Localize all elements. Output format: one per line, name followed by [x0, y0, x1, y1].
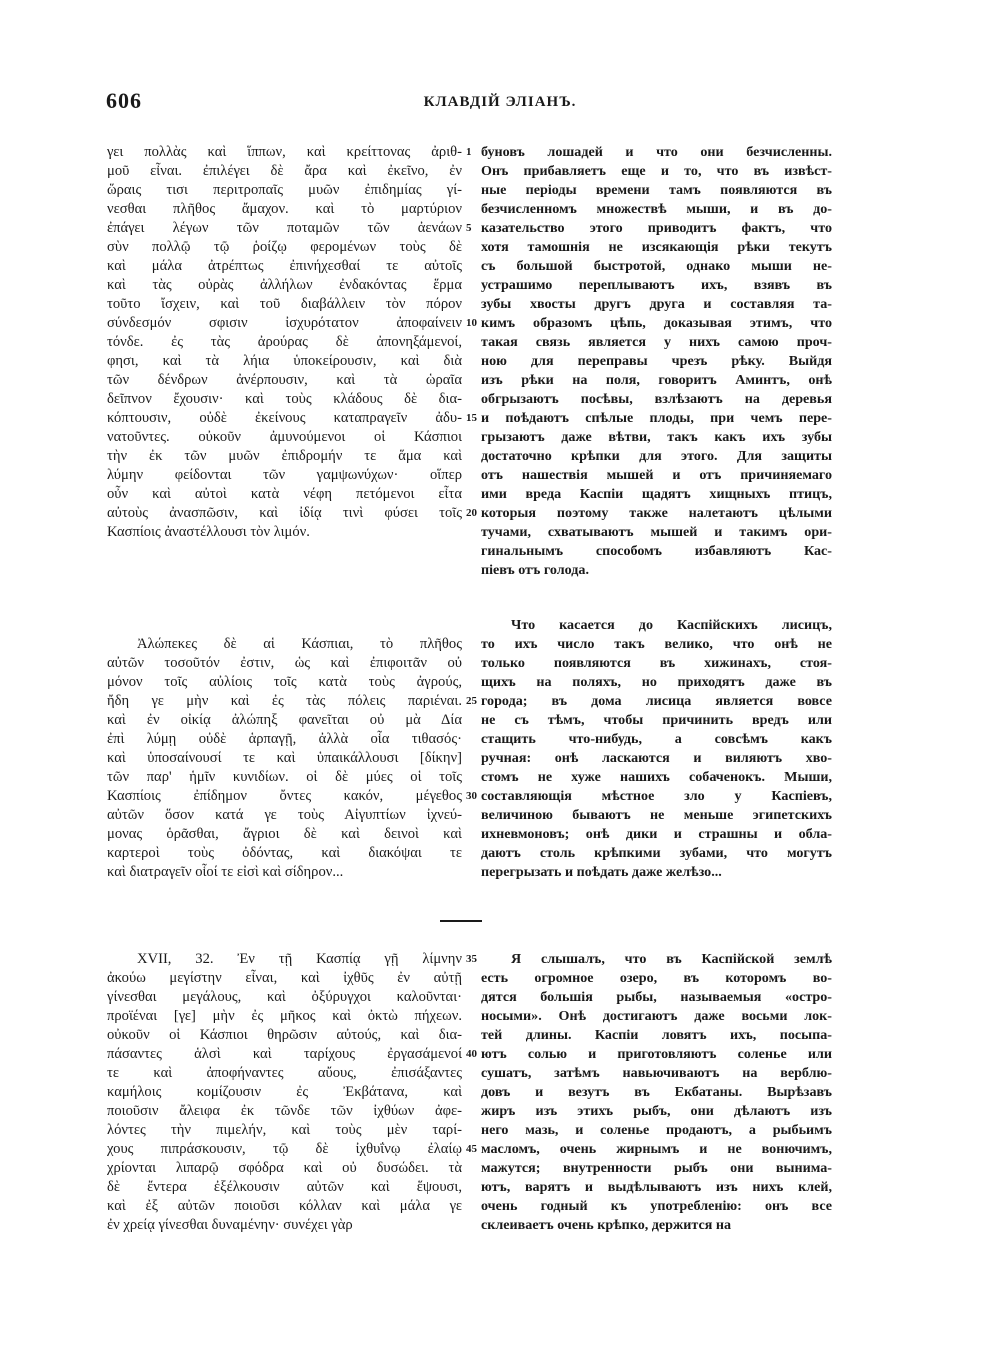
text-line: ἐπὶ λύμῃ οὐδὲ ἁρπαγῇ, ἀλλὰ οἷα τιθασός·: [107, 731, 462, 747]
text-line: обгрызаютъ посѣвы, взлѣзаютъ на деревья: [481, 391, 832, 407]
text-line: изъ рѣки на поля, говоритъ Аминтъ, онѣ: [481, 372, 832, 388]
text-line: достаточно крѣпки для этого. Для защиты: [481, 448, 832, 464]
text-line: γει πολλὰς καὶ ἵππων, καὶ κρείττονας ἀριθ-: [107, 144, 462, 160]
text-line: χρίονται λιπαρῷ σφόδρα καὶ οὐ δυσώδει. τὰ: [107, 1160, 462, 1176]
text-line: καὶ τὰς οὐρὰς ἀλλήλων ἐνδακόντας ἕρμα: [107, 277, 462, 293]
text-line: τε καὶ ἀποφήναντες αὔους, ἐπισάξαντες: [107, 1065, 462, 1081]
text-line: буновъ лошадей и что они безчисленны.: [481, 144, 832, 160]
text-line: грызаютъ даже вѣтви, такъ какъ ихъ зубы: [481, 429, 832, 445]
text-line: зубы хвосты другъ друга и составляя та-: [481, 296, 832, 312]
text-line: города; въ дома лисица является вовсе: [481, 693, 832, 709]
text-line: αὐτῶν τοσοῦτόν ἐστιν, ὡς καὶ ἐπιφοιτᾶν οὐ: [107, 655, 462, 671]
text-line: δεῖπνον ἔχουσιν· καὶ τοὺς κλάδους δὲ δια-: [107, 391, 462, 407]
text-line: ютъ, варятъ и выдѣлываютъ изъ нихъ клей,: [481, 1179, 832, 1195]
line-number: 10: [466, 317, 477, 329]
text-line: Что касается до Каспійскихъ лисицъ,: [511, 617, 832, 633]
text-line: съ большой быстротой, однако мыши не-: [481, 258, 832, 274]
line-number: 30: [466, 790, 477, 802]
text-line: піевъ отъ голода.: [481, 562, 589, 578]
text-line: отъ нашествія мышей и отъ причиняемаго: [481, 467, 832, 483]
text-line: ὥραις τισι περιτροπαῖς μυῶν ἐπιδημίας γί-: [107, 182, 462, 198]
text-line: величиною бываютъ не меньше эгипетскихъ: [481, 807, 832, 823]
running-title: КЛАВДІЙ ЭЛІАНЪ.: [423, 94, 577, 110]
text-line: καὶ διατραγεῖν οἷοί τε εἰσὶ καὶ σίδηρον...: [107, 864, 344, 880]
text-line: δὲ ἔντερα ἐξέλκουσιν αὐτῶν καὶ ἕψουσι,: [107, 1179, 462, 1195]
text-line: Κασπίοις ἀναστέλλουσι τὸν λιμόν.: [107, 524, 310, 540]
page-number: 606: [106, 88, 142, 113]
line-number: 15: [466, 412, 477, 424]
text-line: стащить что-нибудь, а совсѣмъ какъ: [481, 731, 832, 747]
text-line: τοῦτο ἴσχειν, καὶ τοῦ διαβάλλειν τὸν πόρον: [107, 296, 462, 312]
text-line: такая связь является у нихъ самою проч-: [481, 334, 832, 350]
russian-column-section-3: [481, 950, 832, 1235]
text-line: μονας ὁρᾶσθαι, ἄγριοι δὲ καὶ δεινοὶ καὶ: [107, 826, 462, 842]
line-number: 35: [466, 953, 477, 965]
text-line: масломъ, очень жирнымъ и не вонючимъ,: [481, 1141, 832, 1157]
text-line: τῶν παρ' ἡμῖν κυνιδίων. οἱ δὲ μύες οἱ τοῖς: [107, 769, 462, 785]
text-line: ἀκούω μεγίστην εἶναι, καὶ ἰχθῦς ἐν αὐτῇ: [107, 970, 462, 986]
text-line: ἐπάγει λέγων τῶν ποταμῶν τῶν ἀενάων: [107, 220, 462, 236]
text-line: ручная: онѣ ласкаются и виляютъ хво-: [481, 750, 832, 766]
text-line: только появляются въ хижинахъ, стоя-: [481, 655, 832, 671]
text-line: хотя тамошнія не изсякающія рѣки текутъ: [481, 239, 832, 255]
text-line: σὺν πολλῷ τῷ ῥοίζῳ φερομένων τοὺς δὲ: [107, 239, 462, 255]
text-line: ποιοῦσιν ἄλειφα ἐκ τῶνδε τῶν ἰχθύων ἀφε-: [107, 1103, 462, 1119]
text-line: μοῦ εἶναι. ἐπιλέγει δὲ ἄρα καὶ ἐκεῖνο, ἐν: [107, 163, 462, 179]
text-line: составляющія мѣстное зло у Каспіевъ,: [481, 788, 832, 804]
text-line: καὶ ἐξ αὐτῶν ποιοῦσι κόλλαν καὶ μάλα γε: [107, 1198, 462, 1214]
text-line: τῶν δένδρων ἀνέρπουσιν, καὶ τὰ ὡραῖα: [107, 372, 462, 388]
text-line: не съ тѣмъ, чтобы причинить вредъ или: [481, 712, 832, 728]
russian-column-section-1: [481, 143, 832, 580]
text-line: тей длины. Каспіи ловятъ ихъ, посыпа-: [481, 1027, 832, 1043]
text-line: ἤδη γε μὴν καὶ ἐς τὰς πόλεις παριέναι.: [107, 693, 462, 709]
text-line: γίνεσθαι μεγάλους, καὶ ὀξύρυγχοι καλοῦνται·: [107, 989, 462, 1005]
line-number: 5: [466, 222, 472, 234]
text-line: безчисленномъ множествѣ мыши, и въ до-: [481, 201, 832, 217]
text-line: дятся большія рыбы, называемыя «остро-: [481, 989, 832, 1005]
text-line: οὖν καὶ αὐτοὶ κατὰ νέφη πετόμενοι εἶτα: [107, 486, 462, 502]
text-line: λύμην φείδονται τῶν γαμψωνύχων· οἵπερ: [107, 467, 462, 483]
text-line: то ихъ число такъ велико, что онѣ не: [481, 636, 832, 652]
text-line: даютъ столь крѣпкими зубами, что могутъ: [481, 845, 832, 861]
line-number: 1: [466, 146, 472, 158]
text-line: νεσθαι πλῆθος ἄμαχον. καὶ τὸ μαρτύριον: [107, 201, 462, 217]
text-line: перегрызать и поѣдать даже желѣзо...: [481, 864, 722, 880]
text-line: сушатъ, затѣмъ навьючиваютъ на верблю-: [481, 1065, 832, 1081]
text-line: ною для переправы чрезъ рѣку. Выйдя: [481, 353, 832, 369]
text-line: ими вреда Каспіи щадятъ хищныхъ птицъ,: [481, 486, 832, 502]
text-line: которыя поэтому также налетаютъ цѣлыми: [481, 505, 832, 521]
text-line: καὶ ὑποσαίνουσί τε καὶ ὑπαικάλλουσι [δίκην]: [107, 750, 462, 766]
text-line: κόπτουσιν, οὐδὲ ἐκείνους καταπραγεῖν ἀδυ-: [107, 410, 462, 426]
text-line: стомъ не хуже нашихъ собаченокъ. Мыши,: [481, 769, 832, 785]
text-line: τόνδε. ἐς τὰς ἀρούρας δὲ ἀπονηξάμενοί,: [107, 334, 462, 350]
text-line: μόνον τοῖς αὐλίοις τοῖς κατὰ τοὺς ἀγρούς,: [107, 674, 462, 690]
text-line: νατοῦντες. οὐκοῦν ἀμυνούμενοι οἱ Κάσπιοι: [107, 429, 462, 445]
text-line: προϊέναι [γε] μὴν ἐς μῆκος καὶ ὀκτὼ πήχεων.: [107, 1008, 462, 1024]
text-line: ютъ солью и приготовляютъ соленье или: [481, 1046, 832, 1062]
section-divider: [440, 920, 482, 922]
text-line: χους πιπράσκουσιν, τῷ δὲ ἰχθυΐνῳ ἐλαίῳ: [107, 1141, 462, 1157]
text-line: мажутся; внутренности рыбъ они вынима-: [481, 1160, 832, 1176]
text-line: σύνδεσμόν σφισιν ἰσχυρότατον ἀποφαίνειν: [107, 315, 462, 331]
text-line: ные періоды времени тамъ появляются въ: [481, 182, 832, 198]
text-line: αὐτοὺς ἀνασπῶσιν, καὶ ἰδίᾳ τινὶ φύσει τοῖς: [107, 505, 462, 521]
text-line: πάσαντες ἁλσὶ καὶ ταρίχους ἐργασάμενοί: [107, 1046, 462, 1062]
greek-column-section-3: [107, 950, 462, 1235]
text-line: τὴν ἐκ τῶν μυῶν ἐπιδρομήν τε ἅμα καὶ: [107, 448, 462, 464]
text-line: очень годный къ употребленію: онъ все: [481, 1198, 832, 1214]
text-line: жиръ изъ этихъ рыбъ, они дѣлаютъ изъ: [481, 1103, 832, 1119]
text-line: и поѣдаютъ спѣлые плоды, при чемъ пере-: [481, 410, 832, 426]
text-line: него мазь, и соленье продаютъ, а рыбьимъ: [481, 1122, 832, 1138]
text-line: καὶ μάλα ἀτρέπτως ἐπινήχεσθαί τε αὐτοῖς: [107, 258, 462, 274]
text-line: устрашимо переплываютъ ихъ, взявъ въ: [481, 277, 832, 293]
text-line: Я слышалъ, что въ Каспійской землѣ: [511, 951, 832, 967]
text-line: тучами, схватываютъ мышей и такимъ ори-: [481, 524, 832, 540]
text-line: καὶ ἐν οἰκίᾳ ἀλώπηξ φανεῖται οὐ μὰ Δία: [107, 712, 462, 728]
text-line: щихъ на поляхъ, но приходятъ даже въ: [481, 674, 832, 690]
text-line: казательство этого приводитъ фактъ, что: [481, 220, 832, 236]
line-number: 40: [466, 1048, 477, 1060]
text-line: φησι, καὶ τὰ λήια ὑποκείρουσιν, καὶ διὰ: [107, 353, 462, 369]
text-line: καρτεροὶ τοὺς ὀδόντας, καὶ διακόψαι τε: [107, 845, 462, 861]
greek-column-section-2: [107, 635, 462, 882]
text-line: Κασπίοις ἐπίδημον ὄντες κακόν, μέγεθος: [107, 788, 462, 804]
text-line: ἐν χρείᾳ γίνεσθαι δυναμένην· συνέχει γὰρ: [107, 1217, 353, 1233]
text-line: кимъ образомъ цѣпь, доказывая этимъ, что: [481, 315, 832, 331]
text-line: αὐτῶν ὅσον κατά γε τοὺς Αἰγυπτίων ἰχνεύ-: [107, 807, 462, 823]
text-line: Онъ прибавляетъ еще и то, что въ извѣст-: [481, 163, 832, 179]
text-line: носыми». Онѣ достигаютъ даже восьми лок-: [481, 1008, 832, 1024]
text-line: οὐκοῦν οἱ Κάσπιοι θηρῶσιν αὐτούς, καὶ δια-: [107, 1027, 462, 1043]
text-line: λόντες τὴν πιμελήν, καὶ τοὺς μὲν ταρί-: [107, 1122, 462, 1138]
text-line: довъ и везутъ въ Екбатаны. Вырѣзавъ: [481, 1084, 832, 1100]
line-number: 20: [466, 507, 477, 519]
text-line: καμήλοις κομίζουσιν ἐς Ἐκβάτανα, καὶ: [107, 1084, 462, 1100]
text-line: гинальнымъ способомъ избавляютъ Кас-: [481, 543, 832, 559]
text-line: ихневмоновъ; онѣ дики и страшны и обла-: [481, 826, 832, 842]
line-number: 45: [466, 1143, 477, 1155]
russian-column-section-2: [481, 616, 832, 882]
line-number: 25: [466, 695, 477, 707]
text-line: Ἀλώπεκες δὲ αἱ Κάσπιαι, τὸ πλῆθος: [137, 636, 462, 652]
text-line: склеиваетъ очень крѣпко, держится на: [481, 1217, 732, 1233]
greek-column-section-1: [107, 143, 462, 542]
text-line: XVII, 32. Ἐν τῇ Κασπίᾳ γῇ λίμνην: [137, 951, 462, 967]
text-line: есть огромное озеро, въ которомъ во-: [481, 970, 832, 986]
